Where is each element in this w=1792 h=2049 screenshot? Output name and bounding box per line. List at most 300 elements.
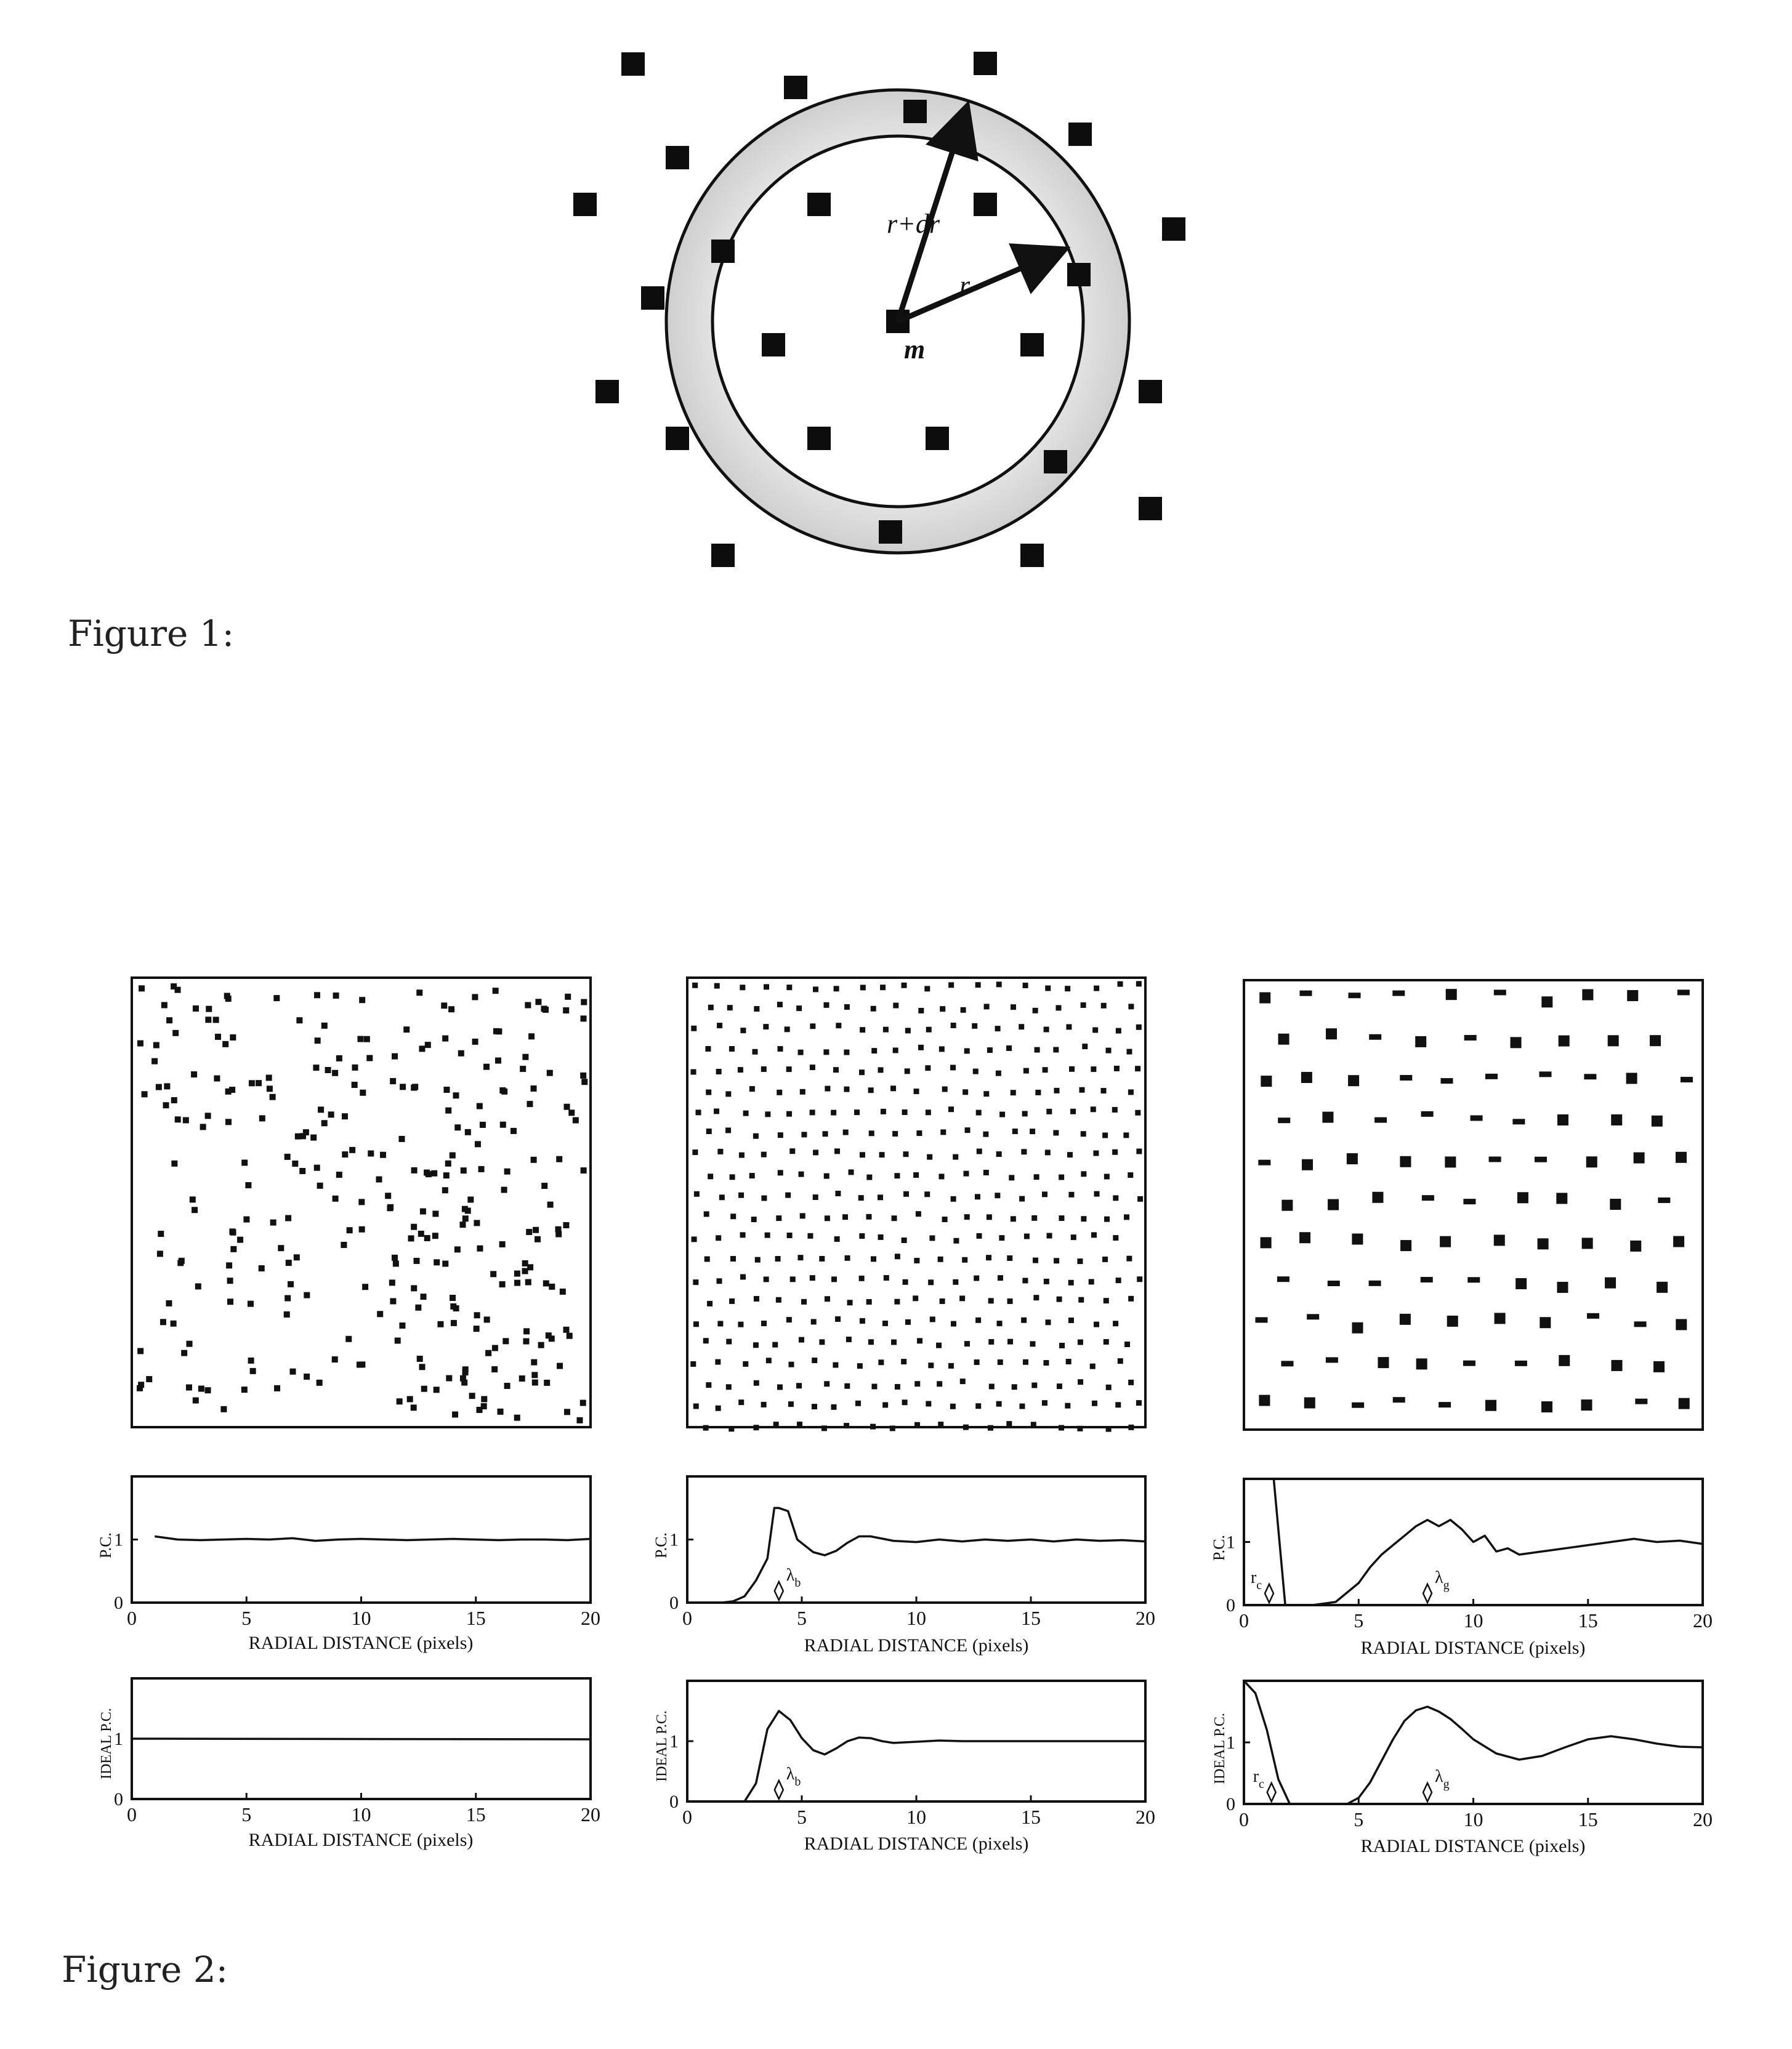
mosaic-dot — [977, 1233, 982, 1239]
mosaic-dot — [1541, 996, 1552, 1007]
mosaic-dot — [477, 1246, 483, 1252]
chart-panel-4 — [669, 1681, 1155, 1828]
mosaic-dot — [846, 1337, 852, 1342]
x-tick-label: 20 — [1693, 1808, 1713, 1830]
mosaic-dot — [866, 1175, 872, 1180]
mosaic-dot — [1261, 1237, 1272, 1248]
mosaic-dot — [310, 1135, 317, 1141]
mosaic-dot — [187, 1341, 193, 1347]
mosaic-dot — [719, 1194, 725, 1200]
cell-square — [974, 52, 997, 75]
mosaic-dot — [1057, 1297, 1062, 1302]
mosaic-dot — [195, 1283, 201, 1289]
mosaic-dot — [926, 1027, 932, 1033]
mosaic-dot — [407, 1396, 413, 1402]
mosaic-dot — [976, 1110, 982, 1116]
mosaic-dot — [692, 1236, 697, 1242]
mosaic-dot — [1024, 1234, 1030, 1239]
mosaic-dot — [882, 1402, 888, 1407]
mosaic-dot — [917, 1338, 922, 1343]
chart-panel-3 — [114, 1678, 600, 1826]
mosaic-dot — [810, 1023, 815, 1029]
mosaic-dot — [790, 1276, 796, 1282]
mosaic-dot — [560, 1289, 566, 1295]
mosaic-dot — [403, 1026, 410, 1033]
mosaic-dot — [1416, 1358, 1427, 1369]
mosaic-dot — [918, 1045, 924, 1050]
mosaic-dot — [359, 997, 365, 1003]
mosaic-dot — [1059, 1343, 1065, 1348]
marker-label: $\lambda_b$ — [786, 1566, 801, 1590]
x-tick-label: 10 — [906, 1806, 926, 1828]
mosaic-dot — [938, 1422, 943, 1427]
mosaic-dot — [963, 1171, 969, 1177]
mosaic-dot — [940, 1006, 945, 1012]
mosaic-dot — [1081, 1171, 1086, 1177]
mosaic-dot — [1587, 1313, 1599, 1319]
x-tick-label: 5 — [797, 1607, 807, 1629]
cell-square — [807, 427, 831, 450]
mosaic-dot — [703, 1338, 709, 1343]
mosaic-dot — [580, 1073, 586, 1079]
mosaic-dot — [953, 1279, 958, 1285]
mosaic-dot — [511, 1128, 517, 1134]
mosaic-dot — [499, 1281, 506, 1287]
mosaic-dot — [237, 1237, 243, 1243]
mosaic-dot — [1101, 1003, 1107, 1008]
mosaic-dot — [1070, 1109, 1076, 1114]
mosaic-dot — [1676, 1152, 1687, 1163]
mosaic-dot — [1104, 1339, 1109, 1345]
mosaic-dot — [996, 1401, 1002, 1407]
mosaic-dot — [975, 982, 981, 988]
mosaic-dot — [1302, 1159, 1313, 1170]
mosaic-dot — [1116, 1028, 1121, 1034]
ylabel-pc-small: P.C. — [652, 1532, 670, 1558]
mosaic-dot — [250, 1368, 256, 1374]
mosaic-dot — [1352, 1322, 1363, 1334]
mosaic-dot — [418, 1231, 424, 1237]
mosaic-dot — [462, 1369, 469, 1375]
mosaic-dot — [704, 1211, 709, 1217]
mosaic-dot — [1106, 1427, 1112, 1432]
mosaic-dot — [1077, 1258, 1083, 1264]
mosaic-dot — [1347, 1153, 1358, 1164]
mosaic-dot — [986, 1255, 991, 1260]
x-tick-label: 0 — [1239, 1609, 1249, 1632]
mosaic-dot — [749, 1086, 755, 1092]
mosaic-dot — [342, 1151, 348, 1157]
cell-square — [573, 193, 597, 216]
mosaic-dot — [175, 987, 181, 993]
mosaic-dot — [878, 1359, 884, 1365]
mosaic-dot — [988, 1339, 994, 1345]
mosaic-dot — [317, 1380, 323, 1386]
mosaic-dot — [998, 1275, 1003, 1281]
mosaic-dot — [786, 1111, 792, 1117]
mosaic-dot — [1019, 1196, 1025, 1202]
mosaic-dot — [773, 1422, 779, 1427]
mosaic-dot — [1136, 1024, 1142, 1030]
mosaic-dot — [581, 999, 587, 1005]
mosaic-dot — [717, 1149, 723, 1154]
mosaic-dot — [1485, 1074, 1498, 1079]
mosaic-dot — [715, 1359, 720, 1365]
mosaic-dot — [1078, 1339, 1083, 1345]
mosaic-dot — [1489, 1156, 1501, 1162]
xlabel-pc-random: RADIAL DISTANCE (pixels) — [248, 1633, 474, 1653]
mosaic-dot — [893, 1047, 898, 1053]
mosaic-dot — [1485, 1400, 1496, 1411]
mosaic-dot — [1112, 1107, 1118, 1113]
mosaic-dot — [452, 1411, 458, 1417]
x-tick-label: 10 — [906, 1607, 926, 1629]
mosaic-dot — [1135, 1066, 1140, 1071]
mosaic-dot — [880, 984, 886, 990]
mosaic-dot — [754, 1296, 759, 1302]
mosaic-dot — [357, 1362, 363, 1368]
mosaic-dot — [754, 1006, 759, 1012]
chart-frame — [1244, 1681, 1703, 1804]
mosaic-dot — [706, 1382, 711, 1388]
mosaic-dot — [859, 1276, 865, 1281]
mosaic-dot — [1022, 1111, 1028, 1116]
mosaic-dot — [1065, 986, 1070, 991]
mosaic-dot — [959, 1295, 965, 1301]
mosaic-dot — [454, 1124, 461, 1130]
mosaic-dot — [854, 1109, 860, 1115]
mosaic-dot — [844, 1004, 850, 1010]
mosaic-dot — [314, 992, 320, 998]
mosaic-dot — [1031, 1383, 1037, 1388]
x-tick-label: 20 — [581, 1803, 600, 1826]
mosaic-dot — [1066, 1359, 1072, 1364]
mosaic-dot — [514, 1271, 520, 1277]
mosaic-dot — [716, 1069, 722, 1074]
mosaic-dot — [901, 1359, 906, 1364]
mosaic-dot — [400, 1084, 406, 1090]
mosaic-dot — [1349, 992, 1361, 998]
mosaic-dot — [532, 1380, 538, 1386]
mosaic-dot — [1059, 1175, 1064, 1180]
mosaic-dot — [472, 994, 478, 1000]
mosaic-dot — [1059, 1215, 1064, 1221]
mosaic-dot — [1137, 1196, 1143, 1202]
mosaic-dot — [1369, 1281, 1381, 1286]
mosaic-dot — [785, 1193, 791, 1198]
mosaic-dot — [416, 989, 422, 996]
mosaic-dot — [797, 1422, 802, 1427]
mosaic-dot — [691, 1069, 696, 1075]
mosaic-dot — [531, 1085, 537, 1092]
mosaic-dot — [765, 1233, 770, 1238]
mosaic-dot — [983, 1091, 989, 1097]
mosaic-dot — [1400, 1156, 1411, 1167]
mosaic-dot — [868, 1339, 874, 1345]
mosaic-dot — [1011, 1216, 1016, 1222]
mosaic-dot — [437, 1321, 443, 1327]
mosaic-dot — [1630, 1241, 1641, 1252]
mosaic-dot — [229, 1228, 235, 1234]
mosaic-dot — [777, 1002, 783, 1007]
mosaic-dot — [831, 1404, 837, 1410]
mosaic-dot — [1042, 1400, 1047, 1406]
mosaic-dot — [942, 1087, 948, 1092]
mosaic-dot — [1281, 1200, 1293, 1211]
mosaic-dot — [786, 1066, 792, 1072]
mosaic-dot — [527, 1101, 533, 1107]
mosaic-dot — [813, 1149, 818, 1155]
mosaic-dot — [248, 1358, 254, 1364]
mosaic-dot — [738, 1067, 743, 1073]
mosaic-dot — [288, 1281, 294, 1287]
mosaic-dot — [504, 1169, 511, 1175]
xlabel-ideal-large: RADIAL DISTANCE (pixels) — [1360, 1836, 1586, 1856]
mosaic-dot — [523, 1328, 530, 1334]
mosaic-dot — [800, 1213, 805, 1218]
x-tick-label: 0 — [682, 1806, 692, 1828]
mosaic-dot — [357, 1036, 363, 1042]
mosaic-dot — [905, 1068, 910, 1074]
mosaic-dot — [989, 1383, 995, 1389]
mosaic-dot — [432, 1233, 438, 1239]
mosaic-dot — [1077, 1426, 1083, 1431]
mosaic-dot — [778, 1132, 783, 1138]
mosaic-dot — [192, 1207, 198, 1213]
mosaic-dot — [243, 1217, 249, 1223]
mosaic-dot — [843, 1130, 849, 1135]
mosaic-dot — [1676, 1319, 1687, 1330]
mosaic-dot — [951, 1321, 956, 1327]
mosaic-dot — [286, 1260, 292, 1266]
mosaic-dot — [1277, 1276, 1290, 1282]
y-tick-label: 1 — [669, 1529, 679, 1550]
mosaic-dot — [821, 1425, 827, 1431]
mosaic-dot — [1123, 1132, 1129, 1138]
x-tick-label: 10 — [1463, 1808, 1483, 1830]
mosaic-dot — [522, 1268, 528, 1274]
mosaic-dot — [858, 1195, 864, 1201]
mosaic-dot — [833, 1067, 839, 1073]
mosaic-dot — [1104, 1174, 1110, 1180]
mosaic-dot — [1054, 1088, 1059, 1093]
mosaic-dot — [730, 1174, 735, 1180]
mosaic-dot — [778, 1046, 783, 1052]
mosaic-dot — [1094, 1322, 1099, 1327]
mosaic-dot — [1447, 1316, 1458, 1327]
mosaic-dot — [1030, 1341, 1035, 1347]
mosaic-dot — [419, 1364, 425, 1370]
mosaic-dot — [855, 1401, 861, 1406]
mosaic-dot — [580, 1400, 586, 1406]
mosaic-dot — [474, 1326, 480, 1332]
mosaic-dot — [1464, 1035, 1477, 1041]
mosaic-dot — [1128, 1380, 1134, 1385]
y-tick-label: 0 — [669, 1593, 679, 1613]
mosaic-dot — [984, 1004, 990, 1009]
mosaic-dot — [445, 1108, 451, 1114]
mosaic-dot — [328, 1111, 334, 1117]
mosaic-dot — [285, 1215, 291, 1221]
mosaic-dot — [882, 1321, 888, 1326]
marker-label: $r_c$ — [1253, 1767, 1264, 1791]
mosaic-dot — [753, 1342, 759, 1348]
mosaic-dot — [538, 1342, 544, 1348]
mosaic-dot — [812, 1404, 817, 1409]
chart-panel-2 — [1226, 1479, 1713, 1632]
mosaic-dot — [520, 1066, 526, 1072]
mosaic-dot — [740, 1274, 746, 1279]
x-tick-label: 15 — [1578, 1609, 1598, 1632]
x-tick-label: 15 — [1578, 1808, 1598, 1830]
x-tick-label: 0 — [127, 1607, 137, 1629]
mosaic-dot — [564, 1409, 570, 1415]
mosaic-dot — [878, 1067, 884, 1073]
mosaic-dot — [761, 1402, 767, 1407]
mosaic-dot — [796, 1005, 802, 1011]
mosaic-dot — [198, 1386, 204, 1392]
ylabel-pc-large: P.C. — [1210, 1535, 1228, 1561]
mosaic-dot — [693, 1321, 699, 1327]
mosaic-dot — [519, 1375, 525, 1382]
mosaic-dot — [193, 1398, 199, 1404]
mosaic-dot — [156, 1084, 162, 1090]
mosaic-dot — [535, 1236, 541, 1242]
mosaic-dot — [411, 1285, 417, 1291]
mosaic-dot — [738, 1322, 743, 1327]
mosaic-dot — [1299, 1232, 1310, 1243]
mosaic-dot — [1392, 991, 1405, 996]
mosaic-dot — [902, 1238, 907, 1243]
mosaic-dot — [1582, 989, 1593, 1000]
mosaic-dot — [729, 1046, 735, 1052]
mosaic-dot — [926, 1109, 931, 1115]
mosaic-dot — [1021, 1318, 1027, 1323]
mosaic-dot — [1681, 1077, 1693, 1082]
mosaic-dot — [717, 1278, 722, 1284]
mosaic-dot — [1610, 1199, 1621, 1210]
mosaic-dot — [1515, 1361, 1527, 1366]
x-tick-label: 15 — [1021, 1806, 1041, 1828]
mosaic-dot — [963, 1089, 968, 1095]
mosaic-dot — [785, 1026, 790, 1032]
y-tick-label: 1 — [114, 1729, 123, 1749]
mosaic-dot — [547, 1202, 554, 1208]
mosaic-dot — [1128, 1004, 1134, 1009]
mosaic-dot — [576, 1417, 583, 1423]
mosaic-dot — [1557, 1114, 1568, 1125]
mosaic-dot — [533, 1227, 539, 1233]
mosaic-dot — [1019, 1404, 1025, 1409]
mosaic-dot — [940, 1298, 945, 1304]
mosaic-dot — [925, 1065, 930, 1071]
mosaic-dot — [938, 1257, 943, 1262]
mosaic-dot — [1422, 1195, 1434, 1201]
mosaic-dot — [469, 1393, 475, 1399]
x-tick-label: 15 — [466, 1607, 486, 1629]
mosaic-dot — [1136, 981, 1142, 986]
mosaic-dot — [930, 1316, 935, 1322]
mosaic-dot — [824, 1173, 829, 1179]
mosaic-dot — [788, 1362, 794, 1367]
xlabel-ideal-small: RADIAL DISTANCE (pixels) — [804, 1834, 1029, 1854]
mosaic-dot — [729, 1298, 735, 1304]
mosaic-dot — [998, 1359, 1003, 1365]
mosaic-dot — [743, 1361, 748, 1367]
cell-square — [1020, 333, 1044, 356]
mosaic-dot — [1304, 1398, 1315, 1409]
mosaic-dot — [1043, 1067, 1048, 1073]
mosaic-dot — [755, 1257, 761, 1263]
mosaic-dot — [1421, 1111, 1434, 1117]
mosaic-dot — [461, 1167, 467, 1173]
mosaic-dot — [914, 1422, 920, 1428]
cell-square — [1020, 544, 1044, 567]
mosaic-dot — [1136, 1400, 1142, 1406]
mosaic-dot — [1012, 1129, 1018, 1134]
mosaic-dot — [153, 1042, 159, 1049]
mosaic-dot — [393, 1260, 399, 1266]
y-tick-label: 0 — [114, 1593, 123, 1613]
cell-square — [1162, 217, 1185, 241]
mosaic-dot — [249, 1080, 255, 1086]
mosaic-dot — [227, 1298, 233, 1305]
y-tick-label: 1 — [1226, 1532, 1235, 1553]
mosaic-dot — [366, 1055, 373, 1061]
mosaic-dot — [1081, 1216, 1086, 1222]
mosaic-dot — [392, 1255, 398, 1261]
mosaic-dot — [299, 1168, 305, 1174]
figure1-caption: Figure 1: — [68, 613, 235, 654]
mosaic-dot — [819, 1256, 825, 1262]
mosaic-dot — [565, 994, 571, 1000]
mosaic-dot — [1677, 989, 1690, 995]
mosaic-dot — [1494, 1234, 1505, 1246]
mosaic-dot — [446, 1375, 452, 1381]
mosaic-dot — [270, 1220, 276, 1226]
mosaic-dot — [726, 1338, 732, 1344]
x-tick-label: 20 — [1693, 1609, 1713, 1632]
mosaic-dot — [963, 1425, 969, 1430]
mosaic-dot — [753, 1425, 759, 1430]
mosaic-dot — [835, 1316, 841, 1322]
cell-square — [711, 240, 735, 263]
mosaic-dot — [164, 1083, 170, 1089]
mosaic-dot — [972, 1023, 977, 1029]
mosaic-dot — [1136, 1148, 1142, 1154]
mosaic-dot — [965, 1127, 971, 1133]
mosaic-dot — [504, 1383, 511, 1389]
mosaic-dot — [948, 1106, 954, 1112]
mosaic-dot — [1393, 1397, 1405, 1403]
mosaic-dot — [1582, 1238, 1593, 1249]
mosaic-dot — [714, 983, 720, 989]
mosaic-dot — [166, 1300, 172, 1306]
mosaic-dot — [1071, 1234, 1076, 1240]
mosaic-dot — [1114, 1066, 1120, 1071]
mosaic-dot — [831, 1276, 837, 1282]
mosaic-dot — [151, 1058, 158, 1065]
y-tick-label: 0 — [1226, 1595, 1235, 1616]
x-tick-label: 0 — [127, 1803, 137, 1826]
mosaic-dot — [878, 1194, 883, 1200]
mosaic-dot — [581, 1167, 587, 1173]
mosaic-dot — [1007, 1339, 1013, 1345]
mosaic-dot — [825, 1215, 830, 1221]
x-tick-label: 10 — [351, 1803, 371, 1826]
mosaic-dot — [347, 1227, 353, 1233]
mosaic-dot — [799, 1172, 804, 1177]
